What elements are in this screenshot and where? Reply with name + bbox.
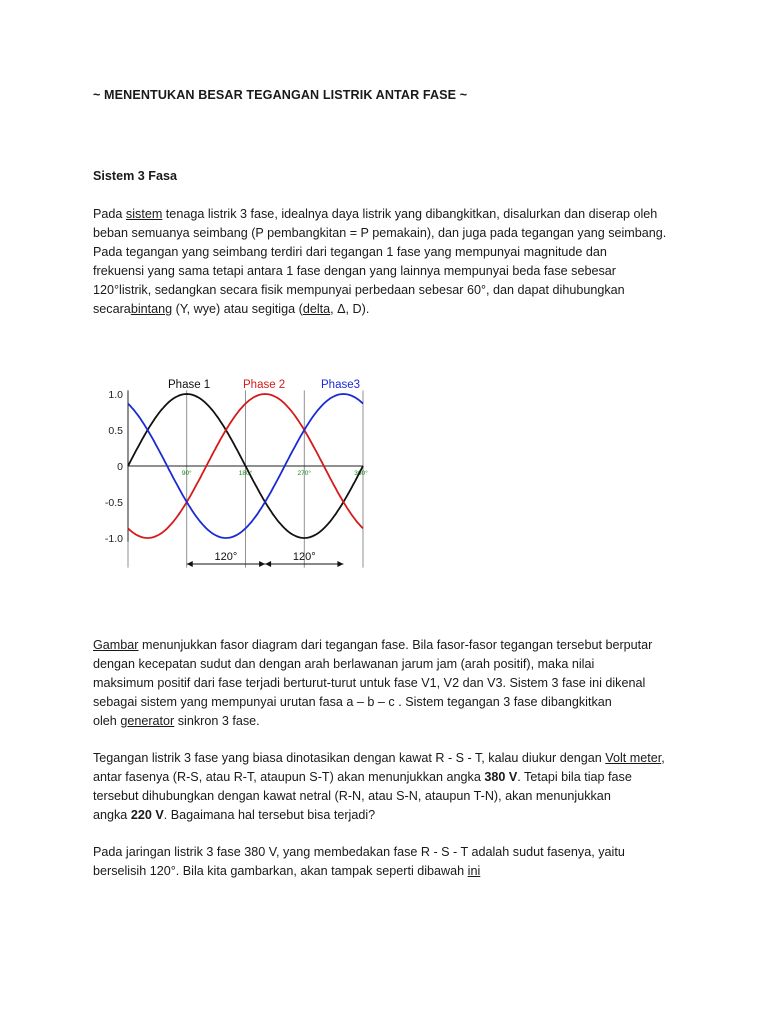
link-bintang[interactable]: bintang (130, 302, 173, 316)
y-tick-label: -0.5 (104, 497, 123, 509)
legend-2: Phase 2 (243, 379, 286, 391)
document-title: ~ MENENTUKAN BESAR TEGANGAN LISTRIK ANTAR FASE ~ (93, 88, 468, 102)
link-sistem[interactable]: sistem (125, 207, 163, 221)
link-ini[interactable]: ini (467, 864, 481, 878)
y-tick-label: 0 (117, 461, 123, 473)
annotation-label-1: 120° (214, 551, 238, 563)
annotation-label-2: 120° (292, 551, 316, 563)
link-gambar[interactable]: Gambar (93, 638, 139, 652)
section-heading: Sistem 3 Fasa (93, 169, 178, 183)
legend-3: Phase3 (321, 379, 361, 391)
paragraph-1: Pada sistem tenaga listrik 3 fase, idealnya daya listrik yang dibangkitkan, disalurkan dan diserap oleh beban semuanya seimbang (P pembangkitan = P pemakain), dan juga pada tegangan yang seimbang. Pada tegangan yang seimbang terdiri dari tegangan 1 fase yang mempunyai magnitude dan frekuensi yang sama tetapi antara 1 fase dengan yang lainnya mempunyai beda fase sebesar 120°listrik, sedangkan secara fisik mempunyai perbedaan sebesar 60°, dan dapat dihubungkan secarabintang (Y, wye) atau segitiga (delta, Δ, D). (93, 207, 667, 316)
annotation-arrowhead-right-1 (259, 561, 265, 567)
annotation-arrowhead-left-2 (265, 561, 271, 567)
link-generator[interactable]: generator (120, 714, 175, 728)
annotation-arrowhead-right-2 (337, 561, 343, 567)
y-tick-label: 0.5 (108, 425, 123, 437)
x-tick-label: 270° (297, 470, 311, 477)
paragraph-4: Pada jaringan listrik 3 fase 380 V, yang membedakan fase R - S - T adalah sudut fasenya, yaitu berselisih 120°. Bila kita gambarkan, akan tampak seperti dibawah ini (93, 845, 625, 878)
link-volt-meter[interactable]: Volt meter (605, 751, 662, 765)
annotation-arrowhead-left-1 (187, 561, 193, 567)
paragraph-2: Gambar menunjukkan fasor diagram dari tegangan fase. Bila fasor-fasor tegangan tersebut berputar dengan kecepatan sudut dan dengan arah berlawanan jarum jam (arah positif), maka nilai maksimum positif dari fase terjadi berturut-turut untuk fase V1, V2 dan V3. Sistem 3 fase ini dikenal sebagai sistem yang mempunyai urutan fasa a – b – c . Sistem tegangan 3 fase dibangkitkan oleh generator sinkron 3 fase. (93, 638, 653, 728)
three-phase-waveform-figure (93, 370, 385, 580)
y-tick-label: -1.0 (104, 533, 123, 545)
three-phase-chart (93, 370, 385, 580)
x-tick-label: 90° (181, 470, 192, 477)
link-delta[interactable]: delta (302, 302, 331, 316)
x-tick-label: 180° (238, 470, 253, 477)
x-tick-label: 360° (354, 470, 368, 477)
legend-1: Phase 1 (168, 379, 211, 391)
y-tick-label: 1.0 (108, 389, 123, 401)
paragraph-3: Tegangan listrik 3 fase yang biasa dinotasikan dengan kawat R - S - T, kalau diukur dengan Volt meter, antar fasenya (R-S, atau R-T, ataupun S-T) akan menunjukkan angka 380 V. Tetapi bila tiap fase tersebut dihubungkan dengan kawat netral (R-N, atau S-N, ataupun T-N), akan menunjukkan angka 220 V. Bagaimana hal tersebut bisa terjadi? (93, 751, 665, 822)
